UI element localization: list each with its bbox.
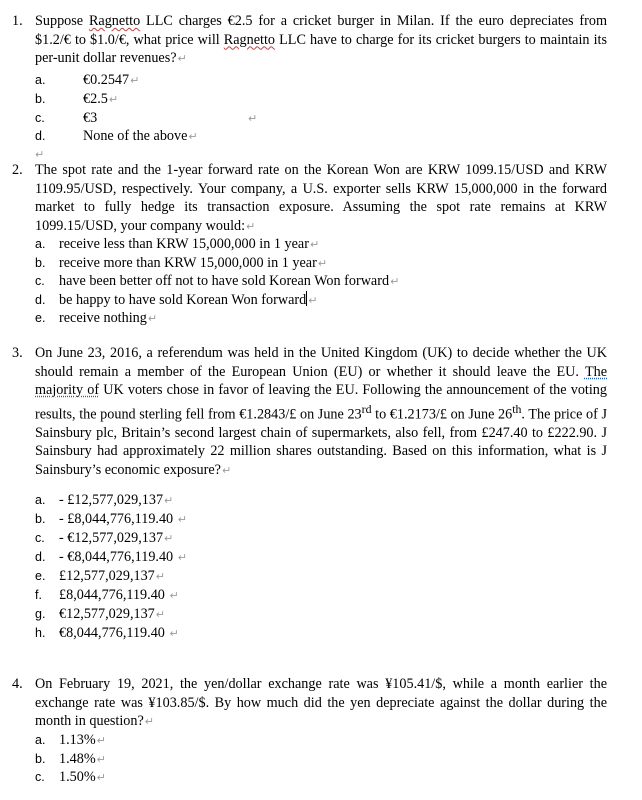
paragraph-mark-icon: ↵ bbox=[147, 312, 158, 325]
option-b[interactable]: b. receive more than KRW 15,000,000 in 1 year↵ bbox=[35, 255, 328, 271]
question-number: 4. bbox=[12, 676, 23, 692]
option-c[interactable]: c. - €12,577,029,137↵ bbox=[35, 530, 174, 546]
option-d[interactable]: d. None of the above↵ bbox=[35, 128, 198, 144]
spellcheck-word: Ragnetto bbox=[223, 31, 276, 48]
question-stem: On February 19, 2021, the yen/dollar exchange rate was ¥105.41/$, while a month earlier the exchange rate was ¥103.85/$. By how much did the yen depreciate against the dollar during the month in question?↵ bbox=[35, 676, 607, 729]
question-number: 1. bbox=[12, 13, 23, 29]
paragraph-mark-icon: ↵ bbox=[169, 589, 179, 602]
paragraph-mark-icon: ↵ bbox=[308, 294, 318, 307]
option-d[interactable]: d. - €8,044,776,119.40 ↵ bbox=[35, 549, 187, 565]
spellcheck-word: Ragnetto bbox=[88, 13, 141, 29]
option-b[interactable]: b. €2.5↵ bbox=[35, 91, 119, 107]
option-a[interactable]: a. €0.2547↵ bbox=[35, 72, 140, 88]
paragraph-mark-icon: ↵ bbox=[130, 74, 140, 87]
option-a[interactable]: a. 1.13%↵ bbox=[35, 732, 106, 748]
paragraph-mark-icon: ↵ bbox=[108, 93, 119, 106]
paragraph-mark-icon: ↵ bbox=[96, 734, 106, 747]
question-number: 3. bbox=[12, 345, 23, 361]
paragraph-mark-icon: ↵ bbox=[164, 494, 174, 507]
option-c[interactable]: c. €3 bbox=[35, 110, 98, 126]
grammar-mark: The majority of bbox=[35, 363, 607, 398]
paragraph-mark-icon: ↵ bbox=[155, 608, 165, 621]
paragraph-mark-icon: ↵ bbox=[35, 148, 45, 161]
option-e[interactable]: e. £12,577,029,137↵ bbox=[35, 568, 165, 584]
option-c[interactable]: c. have been better off not to have sold Korean Won forward↵ bbox=[35, 273, 400, 289]
question-stem: Suppose Ragnetto LLC charges €2.5 for a cricket burger in Milan. If the euro depreciates from $1.2/€ to $1.0/€, what price will Ragnetto LLC have to charge for its cricket burgers to maintain its per-unit dollar revenues?↵ bbox=[35, 13, 607, 66]
question-stem: On June 23, 2016, a referendum was held in the United Kingdom (UK) to decide whether the UK should remain a member of the European Union (EU) or whether it should leave the EU. The majority of UK voters chose in favor of leaving the EU. Following the announcement of the voting results, the pound sterling fell from €1.2843/£ on June 23rd to €1.2173/£ on June 26th. The price of J Sainsbury plc, Britain’s second largest chain of supermarkets, also fell, from £247.40 to £222.90. J Sainsbury had approximately 22 million shares outstanding. Based on this information, what is J Sainsbury’s economic exposure?↵ bbox=[35, 345, 607, 478]
question-stem: The spot rate and the 1-year forward rate on the Korean Won are KRW 1099.15/USD and KRW 1109.95/USD, respectively. Your company, a U.S. exporter sells KRW 15,000,000 in the forward market to fully hedge its transaction exposure. Assuming the spot rate remains at KRW 1099.15/USD, your company would:↵ bbox=[35, 162, 607, 234]
paragraph-mark-icon: ↵ bbox=[317, 257, 328, 270]
paragraph-mark-icon: ↵ bbox=[177, 513, 187, 526]
option-b[interactable]: b. 1.48%↵ bbox=[35, 751, 106, 767]
paragraph-mark-icon: ↵ bbox=[96, 753, 106, 766]
option-b[interactable]: b. - £8,044,776,119.40 ↵ bbox=[35, 511, 187, 527]
paragraph-mark-icon: ↵ bbox=[248, 112, 258, 125]
paragraph-mark-icon: ↵ bbox=[96, 771, 106, 784]
paragraph-mark-icon: ↵ bbox=[309, 238, 320, 251]
paragraph-mark-icon: ↵ bbox=[177, 551, 187, 564]
option-a[interactable]: a. - £12,577,029,137↵ bbox=[35, 492, 174, 508]
paragraph-mark-icon: ↵ bbox=[164, 532, 174, 545]
paragraph-mark-icon: ↵ bbox=[144, 715, 154, 728]
paragraph-mark-icon: ↵ bbox=[221, 463, 232, 477]
option-d[interactable]: d. be happy to have sold Korean Won forward ↵ bbox=[35, 292, 318, 308]
paragraph-mark-icon: ↵ bbox=[155, 570, 165, 583]
paragraph-mark-icon: ↵ bbox=[188, 130, 198, 143]
paragraph-mark-icon: ↵ bbox=[390, 275, 400, 288]
option-c[interactable]: c. 1.50%↵ bbox=[35, 769, 106, 785]
option-e[interactable]: e. receive nothing↵ bbox=[35, 310, 158, 326]
paragraph-mark-icon: ↵ bbox=[246, 219, 256, 233]
option-f[interactable]: f. £8,044,776,119.40 ↵ bbox=[35, 587, 179, 603]
option-a[interactable]: a. receive less than KRW 15,000,000 in 1 year↵ bbox=[35, 236, 320, 252]
option-h[interactable]: h. €8,044,776,119.40 ↵ bbox=[35, 625, 179, 641]
option-g[interactable]: g. €12,577,029,137↵ bbox=[35, 606, 165, 622]
question-number: 2. bbox=[12, 162, 23, 178]
paragraph-mark-icon: ↵ bbox=[169, 627, 179, 640]
paragraph-mark-icon: ↵ bbox=[177, 52, 187, 65]
